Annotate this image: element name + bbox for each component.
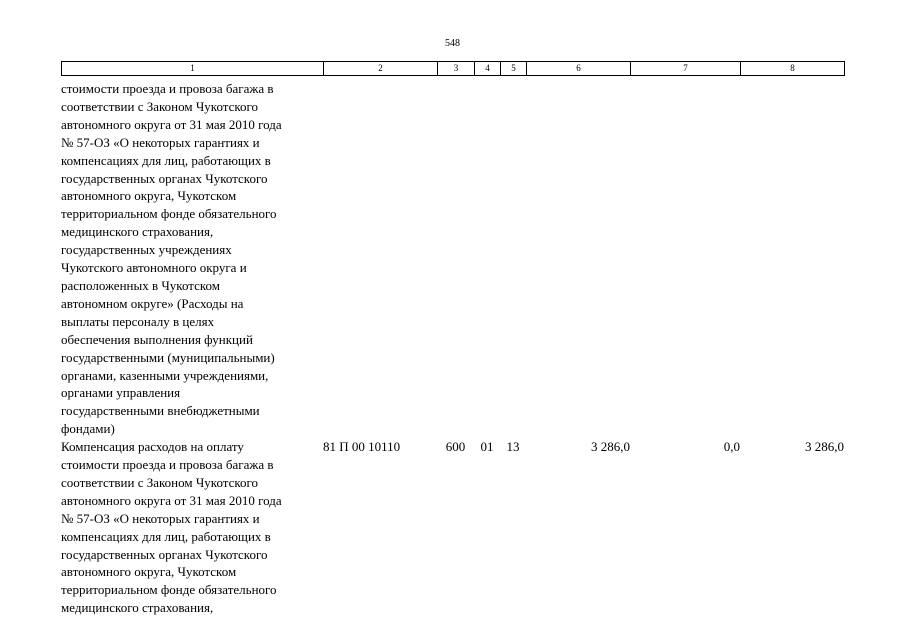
header-col-5: 5 bbox=[501, 62, 527, 76]
header-col-8: 8 bbox=[741, 62, 845, 76]
row-sum-col6: 3 286,0 bbox=[591, 439, 630, 455]
table-row bbox=[61, 438, 844, 617]
header-col-7: 7 bbox=[631, 62, 741, 76]
header-col-4: 4 bbox=[475, 62, 501, 76]
header-col-6: 6 bbox=[527, 62, 631, 76]
header-col-2: 2 bbox=[324, 62, 438, 76]
header-col-3: 3 bbox=[438, 62, 475, 76]
column-number-header bbox=[61, 61, 845, 76]
table-body bbox=[61, 80, 844, 617]
page-number: 548 bbox=[445, 38, 460, 49]
row-target-code: 81 П 00 10110 bbox=[323, 439, 401, 455]
row-sum-col7: 0,0 bbox=[723, 439, 740, 455]
table-row bbox=[61, 80, 844, 438]
row-section: 01 bbox=[480, 439, 494, 455]
header-col-1: 1 bbox=[62, 62, 324, 76]
row-description: стоимости проезда и провоза багажа в соответствии с Законом Чукотского автономного округа от 31 мая 2010 года № 57-ОЗ «О некоторых гарантиях и компенсациях для лиц, работающих в государственных органах Чукотского автономного округа, Чукотском территориальном фонде обязательного медицинского страхования, государственных учреждениях Чукотского автономного округа и расположенных в Чукотском автономном округе» (Расходы на выплаты персоналу в целях обеспечения выполнения функций государственными (муниципальными) органами, казенными учреждениями, органами управления государственными внебюджетными фондами) bbox=[61, 81, 282, 437]
row-subsection: 13 bbox=[506, 439, 520, 455]
row-expense-type: 600 bbox=[445, 439, 466, 455]
row-description: Компенсация расходов на оплату стоимости проезда и провоза багажа в соответствии с Законом Чукотского автономного округа от 31 мая 2010 года № 57-ОЗ «О некоторых гарантиях и компенсациях для лиц, работающих в государственных органах Чукотского автономного округа, Чукотском территориальном фонде обязательного медицинского страхования, bbox=[61, 439, 282, 616]
row-sum-col8: 3 286,0 bbox=[805, 439, 844, 455]
